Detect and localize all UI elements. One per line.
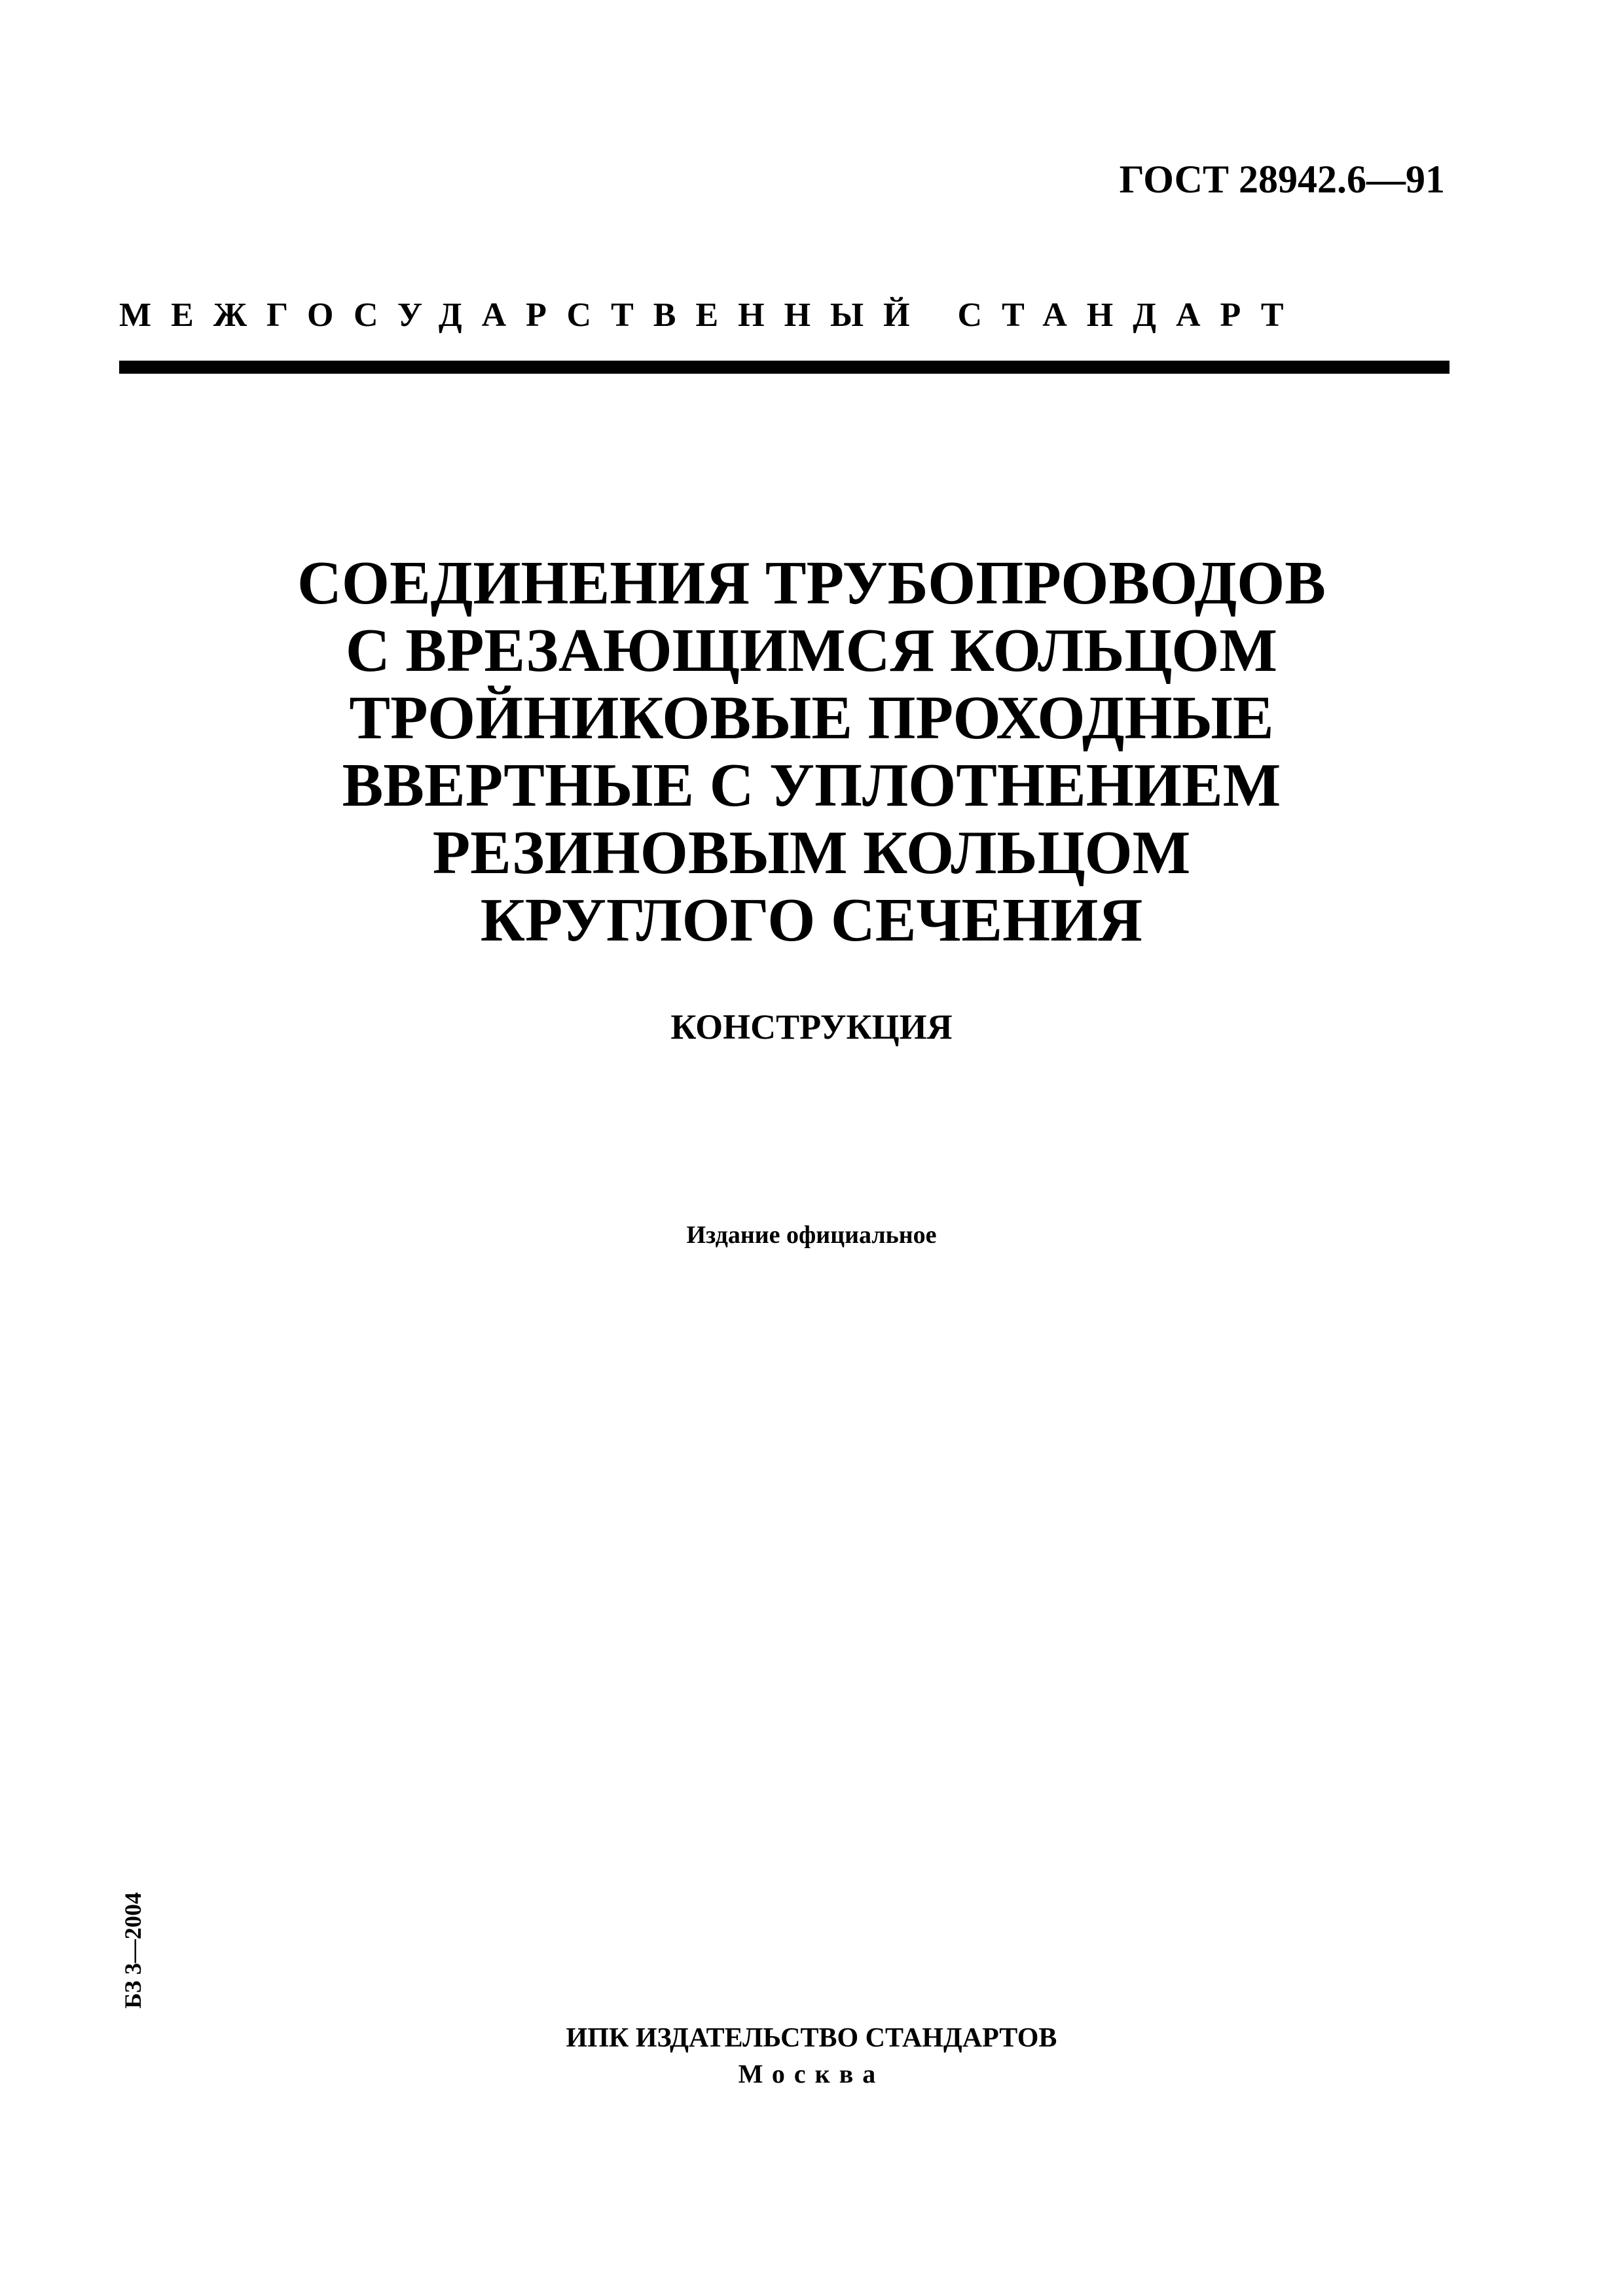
title-line: РЕЗИНОВЫМ КОЛЬЦОМ (432, 819, 1191, 887)
title-line: С ВРЕЗАЮЩИМСЯ КОЛЬЦОМ (345, 617, 1278, 685)
edition-note: Издание официальное (686, 1221, 937, 1249)
header-rule (119, 361, 1450, 374)
title-line: ВВЕРТНЫЕ С УПЛОТНЕНИЕМ (342, 751, 1281, 819)
title-line: СОЕДИНЕНИЯ ТРУБОПРОВОДОВ (297, 549, 1326, 617)
document-code: ГОСТ 28942.6—91 (1119, 158, 1445, 201)
publisher-name: ИПК ИЗДАТЕЛЬСТВО СТАНДАРТОВ (566, 2023, 1057, 2053)
document-subtitle: КОНСТРУКЦИЯ (670, 1007, 953, 1047)
standard-type-heading: МЕЖГОСУДАРСТВЕННЫЙ СТАНДАРТ (119, 296, 1304, 334)
title-line: ТРОЙНИКОВЫЕ ПРОХОДНЫЕ (349, 684, 1274, 752)
side-code: БЗ 3—2004 (120, 1892, 146, 2009)
document-title (0, 550, 1623, 954)
publisher-city: Москва (738, 2059, 885, 2089)
title-line: КРУГЛОГО СЕЧЕНИЯ (480, 886, 1143, 954)
